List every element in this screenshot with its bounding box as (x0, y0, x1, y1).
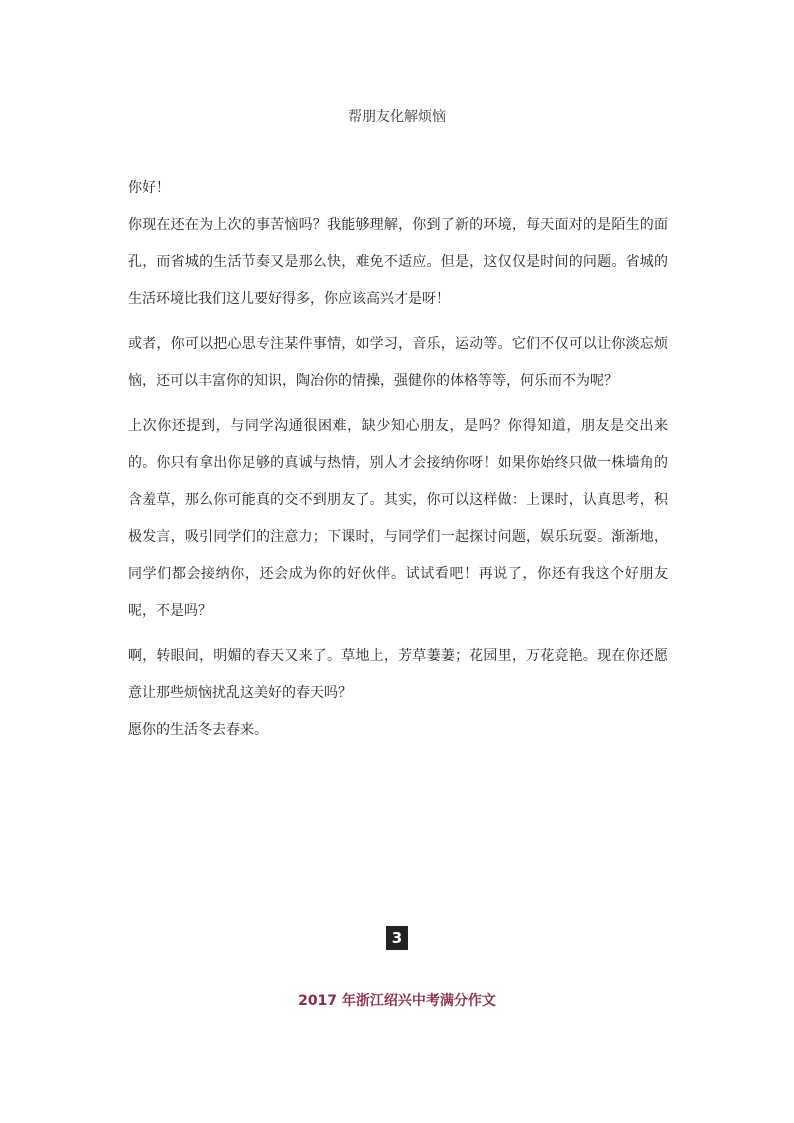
body-paragraph-1: 你现在还在为上次的事苦恼吗？我能够理解，你到了新的环境，每天面对的是陌生的面孔，而省城的生活节奏又是那么快，难免不适应。但是，这仅仅是时间的问题。省城的生活环境比我们这儿要好得多，你应该高兴才是呀！ (128, 217, 668, 307)
greeting-paragraph: 你好！ (128, 180, 170, 196)
page-number-badge: 3 (386, 926, 408, 950)
body-paragraph-2: 或者，你可以把心思专注某件事情，如学习，音乐，运动等。它们不仅可以让你淡忘烦恼，还可以丰富你的知识，陶冶你的情操，强健你的体格等等，何乐而不为呢？ (128, 336, 668, 389)
footer-title: 2017 年浙江绍兴中考满分作文 (298, 993, 496, 1009)
page-title: 帮朋友化解烦恼 (348, 109, 446, 125)
closing-paragraph: 愿你的生活冬去春来。 (128, 722, 268, 738)
article-body (128, 170, 668, 749)
body-paragraph-4: 啊，转眼间，明媚的春天又来了。草地上，芳草萋萋；花园里，万花竞艳。现在你还愿意让那些烦恼扰乱这美好的春天吗？ (128, 648, 668, 701)
body-paragraph-3: 上次你还提到，与同学沟通很困难，缺少知心朋友，是吗？你得知道，朋友是交出来的。你只有拿出你足够的真诚与热情，别人才会接纳你呀！如果你始终只做一株墙角的含羞草，那么你可能真的交不到朋友了。其实，你可以这样做：上课时，认真思考，积极发言，吸引同学们的注意力；下课时，与同学们一起探讨问题，娱乐玩耍。渐渐地，同学们都会接纳你，还会成为你的好伙伴。试试看吧！再说了，你还有我这个好朋友呢，不是吗？ (128, 418, 668, 619)
